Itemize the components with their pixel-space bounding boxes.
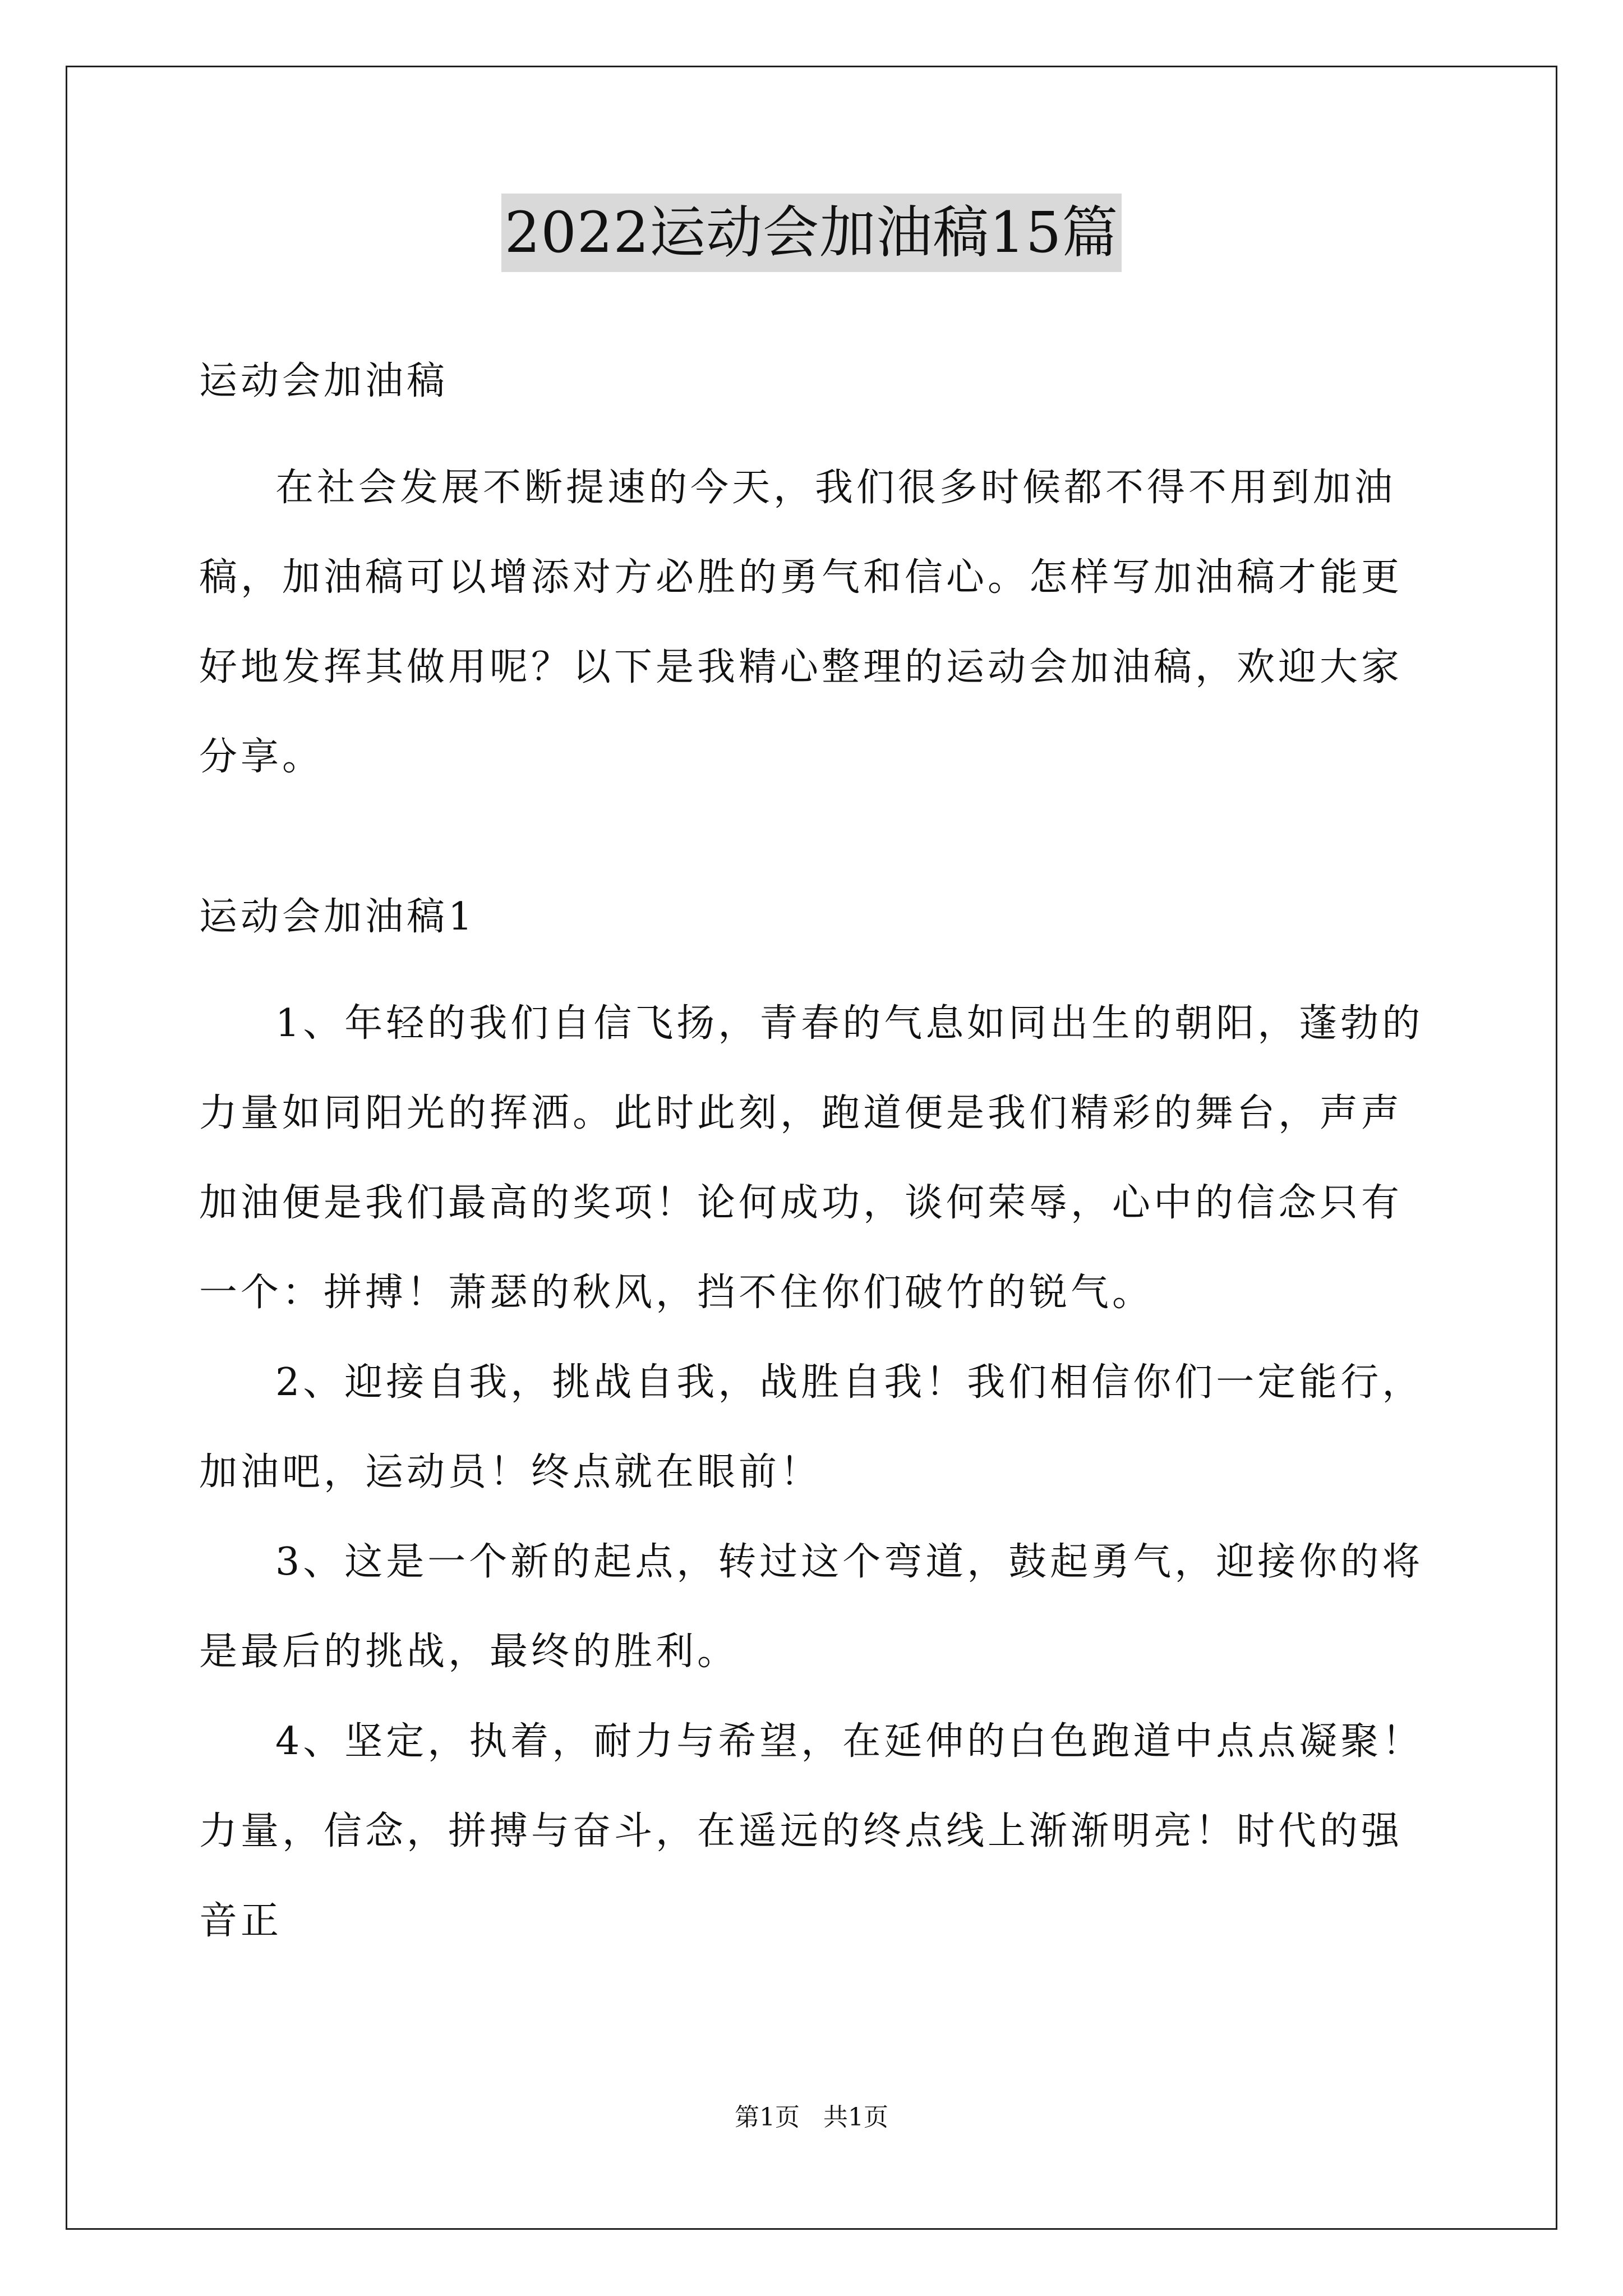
section-heading: 运动会加油稿1 [199, 895, 476, 939]
page-number: 第1页 [735, 2103, 800, 2132]
title-container [0, 194, 1623, 272]
list-item: 3、这是一个新的起点，转过这个弯道，鼓起勇气，迎接你的将是最后的挑战，最终的胜利。 [199, 1540, 1424, 1674]
intro-heading: 运动会加油稿 [199, 359, 449, 403]
items-container [199, 979, 1433, 1966]
list-item: 4、坚定，执着，耐力与希望，在延伸的白色跑道中点点凝聚！力量，信念，拼搏与奋斗，在遥远的终点线上渐渐明亮！时代的强音正 [199, 1719, 1424, 1943]
intro-paragraph: 在社会发展不断提速的今天，我们很多时候都不得不用到加油稿，加油稿可以增添对方必胜的勇气和信心。怎样写加油稿才能更好地发挥其做用呢？以下是我精心整理的运动会加油稿，欢迎大家分享。 [199, 466, 1403, 779]
intro-paragraph-container [199, 443, 1433, 802]
list-item: 2、迎接自我，挑战自我，战胜自我！我们相信你们一定能行，加油吧，运动员！终点就在眼前！ [199, 1360, 1424, 1494]
document-title: 2022运动会加油稿15篇 [501, 194, 1122, 272]
list-item: 1、年轻的我们自信飞扬，青春的气息如同出生的朝阳，蓬勃的力量如同阳光的挥洒。此时此刻，跑道便是我们精彩的舞台，声声加油便是我们最高的奖项！论何成功，谈何荣辱，心中的信念只有一个：拼搏！萧瑟的秋风，挡不住你们破竹的锐气。 [199, 1001, 1424, 1315]
page-footer [0, 2101, 1623, 2134]
page-total: 共1页 [823, 2103, 888, 2132]
